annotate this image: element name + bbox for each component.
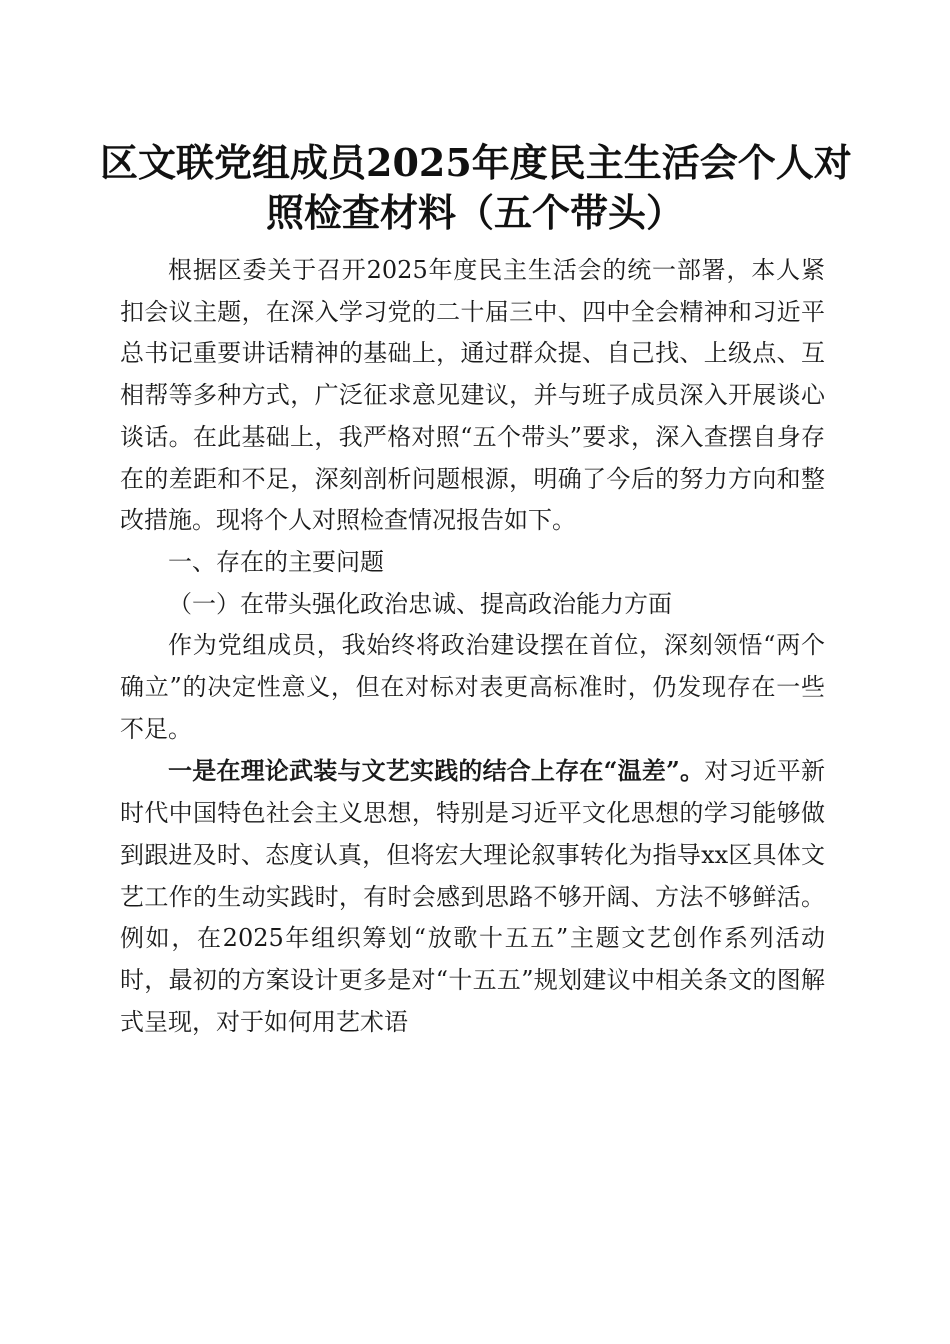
subsection-heading-political-loyalty: （一）在带头强化政治忠诚、提高政治能力方面	[168, 589, 672, 618]
title-line-2: 照检查材料（五个带头）	[265, 190, 684, 235]
subsection-paragraph: 作为党组成员，我始终将政治建设摆在首位，深刻领悟“两个确立”的决定性意义，但在对标对表更高标准时，仍发现存在一些不足。	[120, 631, 825, 743]
point-one-lead: 一是在理论武装与文艺实践的结合上存在“温差”。	[168, 756, 705, 786]
section-heading-problems: 一、存在的主要问题	[168, 547, 384, 576]
title-line-1: 区文联党组成员2025年度民主生活会个人对	[100, 140, 852, 185]
document-title	[100, 138, 850, 238]
intro-paragraph: 根据区委关于召开2025年度民主生活会的统一部署，本人紧扣会议主题，在深入学习党的二十届三中、四中全会精神和习近平总书记重要讲话精神的基础上，通过群众提、自己找、上级点、互相帮等多种方式，广泛征求意见建议，并与班子成员深入开展谈心谈话。在此基础上，我严格对照“五个带头”要求，深入查摆自身存在的差距和不足，深刻剖析问题根源，明确了今后的努力方向和整改措施。现将个人对照检查情况报告如下。	[120, 256, 825, 535]
document-body	[120, 250, 825, 1043]
point-one-text: 对习近平新时代中国特色社会主义思想，特别是习近平文化思想的学习能够做到跟进及时、态度认真，但将宏大理论叙事转化为指导xx区具体文艺工作的生动实践时，有时会感到思路不够开阔、方法不够鲜活。例如，在2025年组织筹划“放歌十五五”主题文艺创作系列活动时，最初的方案设计更多是对“十五五”规划建议中相关条文的图解式呈现，对于如何用艺术语	[120, 757, 826, 1036]
point-one-paragraph	[120, 750, 825, 1043]
